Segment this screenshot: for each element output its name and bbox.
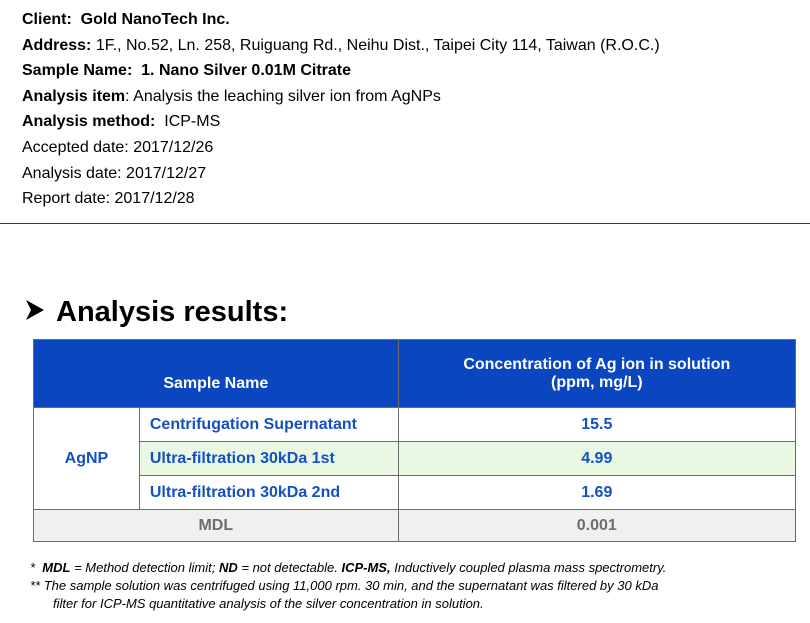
client-line	[22, 7, 660, 33]
header-concentration-line2: (ppm, mg/L)	[551, 373, 643, 391]
analysis-method-line	[22, 109, 660, 135]
divider	[0, 223, 810, 224]
accepted-date: Accepted date: 2017/12/26	[22, 138, 214, 156]
method-label: Analysis method:	[22, 113, 156, 131]
header-sample-name: Sample Name	[34, 340, 399, 408]
footnotes	[30, 559, 666, 613]
row-name: Centrifugation Supernatant	[139, 408, 398, 442]
mdl-value: 0.001	[398, 510, 795, 542]
table-row	[34, 442, 796, 476]
sample-label: Sample Name:	[22, 62, 133, 80]
mdl-row	[34, 510, 796, 542]
mdl-label: MDL	[34, 510, 399, 542]
item-label: Analysis item	[22, 87, 126, 105]
footnote-text-1: = Method detection limit;	[70, 560, 219, 575]
footnote-1	[30, 559, 666, 577]
section-heading	[24, 292, 288, 333]
group-label-agnp: AgNP	[34, 408, 140, 510]
section-title: Analysis results:	[56, 296, 289, 328]
item-value: : Analysis the leaching silver ion from AgNPs	[125, 87, 441, 105]
report-info	[22, 7, 660, 212]
table-header-row	[34, 340, 796, 408]
arrow-bullet-icon	[24, 293, 46, 333]
footnote-mdl: MDL	[42, 560, 71, 575]
table-row	[34, 408, 796, 442]
address-line	[22, 33, 660, 59]
row-value: 1.69	[398, 476, 795, 510]
report-date: Report date: 2017/12/28	[22, 190, 195, 208]
header-concentration	[398, 340, 795, 408]
row-value: 4.99	[398, 442, 795, 476]
header-concentration-line1: Concentration of Ag ion in solution	[463, 355, 731, 373]
footnote-2-line1: ** The sample solution was centrifuged using 11,000 rpm. 30 min, and the supernatant was filtered by 30 kDa	[30, 578, 659, 593]
analysis-item-line	[22, 84, 660, 110]
client-value: Gold NanoTech Inc.	[80, 11, 230, 28]
sample-name-line	[22, 58, 660, 84]
footnote-text-2: = not detectable.	[237, 560, 342, 575]
row-value: 15.5	[398, 408, 795, 442]
row-name: Ultra-filtration 30kDa 2nd	[139, 476, 398, 510]
row-name: Ultra-filtration 30kDa 1st	[139, 442, 398, 476]
client-label: Client:	[22, 11, 72, 28]
results-table	[33, 339, 796, 542]
footnote-nd: ND	[218, 560, 238, 575]
footnote-text-3: Inductively coupled plasma mass spectrometry.	[390, 560, 667, 575]
footnote-2-line2: filter for ICP-MS quantitative analysis of the silver concentration in solution.	[53, 596, 484, 611]
address-value: 1F., No.52, Ln. 258, Ruiguang Rd., Neihu Dist., Taipei City 114, Taiwan (R.O.C.)	[95, 36, 660, 54]
analysis-date: Analysis date: 2017/12/27	[22, 164, 207, 182]
address-label: Address:	[22, 36, 92, 54]
method-value: ICP-MS	[164, 113, 221, 131]
table-row	[34, 476, 796, 510]
footnote-icp: ICP-MS,	[341, 560, 391, 575]
sample-value: 1. Nano Silver 0.01M Citrate	[141, 62, 352, 80]
footnote-star: *	[30, 560, 36, 575]
